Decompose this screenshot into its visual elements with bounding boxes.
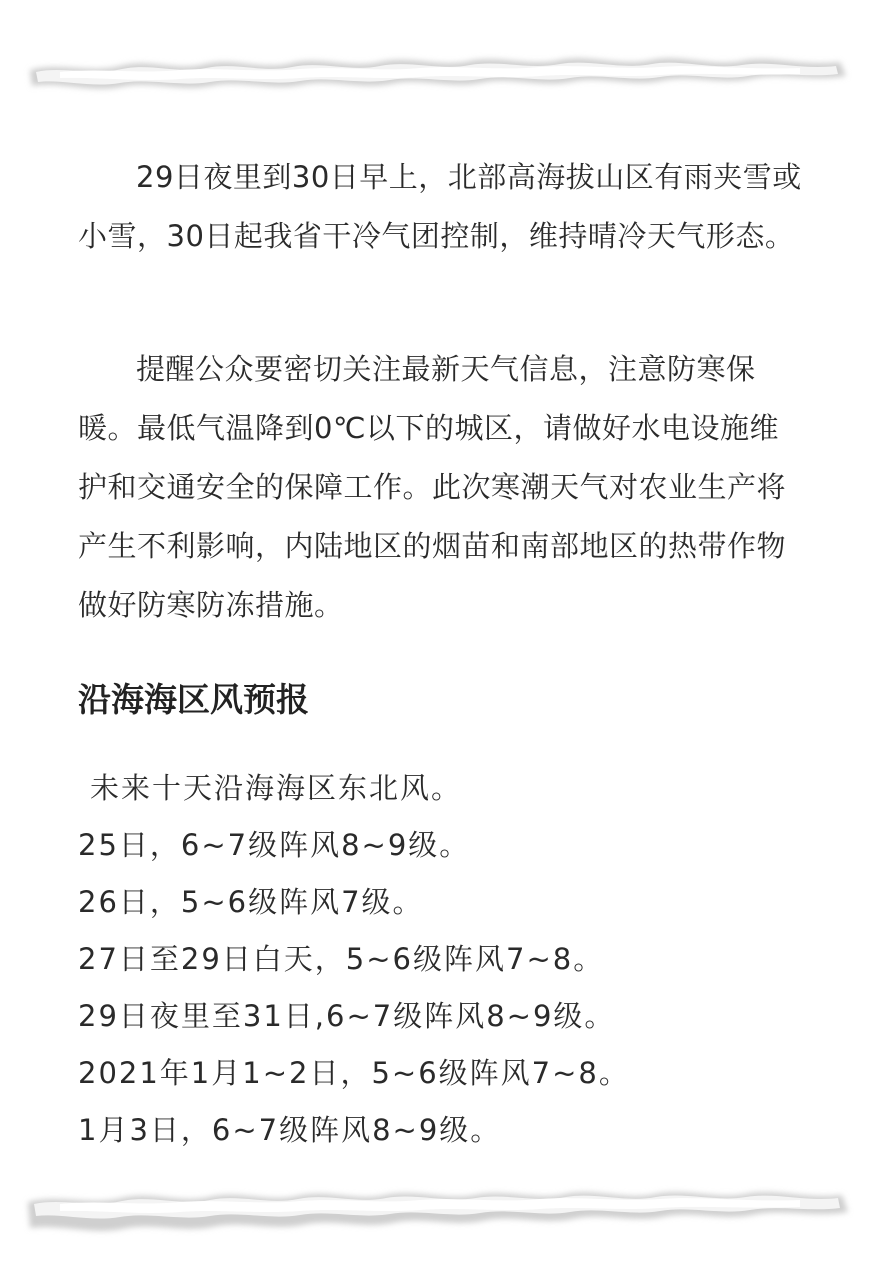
paragraph-public-advice	[78, 340, 802, 635]
wind-forecast-line: 1月3日，6~7级阵风8~9级。	[78, 1113, 502, 1147]
torn-paper-edge-top	[0, 22, 876, 102]
paragraph-text: 29日夜里到30日早上，北部高海拔山区有雨夹雪或小雪，30日起我省干冷气团控制，维持晴冷天气形态。	[78, 160, 802, 253]
wind-forecast-list	[78, 760, 818, 1159]
wind-forecast-line: 29日夜里至31日,6~7级阵风8~9级。	[78, 999, 616, 1033]
paragraph-snow-forecast	[78, 148, 802, 266]
paragraph-text: 提醒公众要密切关注最新天气信息，注意防寒保暖。最低气温降到0℃以下的城区，请做好水电设施维护和交通安全的保障工作。此次寒潮天气对农业生产将产生不利影响，内陆地区的烟苗和南部地区的热带作物做好防寒防冻措施。	[78, 352, 787, 622]
wind-forecast-line: 25日，6~7级阵风8~9级。	[78, 828, 471, 862]
wind-forecast-line: 2021年1月1~2日，5~6级阵风7~8。	[78, 1056, 630, 1090]
wind-forecast-line: 未来十天沿海海区东北风。	[90, 771, 463, 805]
wind-forecast-line: 26日，5~6级阵风7级。	[78, 885, 424, 919]
wind-forecast-line: 27日至29日白天，5~6级阵风7~8。	[78, 942, 605, 976]
torn-paper-edge-bottom	[0, 1172, 876, 1252]
section-heading-wind-forecast: 沿海海区风预报	[78, 680, 309, 719]
